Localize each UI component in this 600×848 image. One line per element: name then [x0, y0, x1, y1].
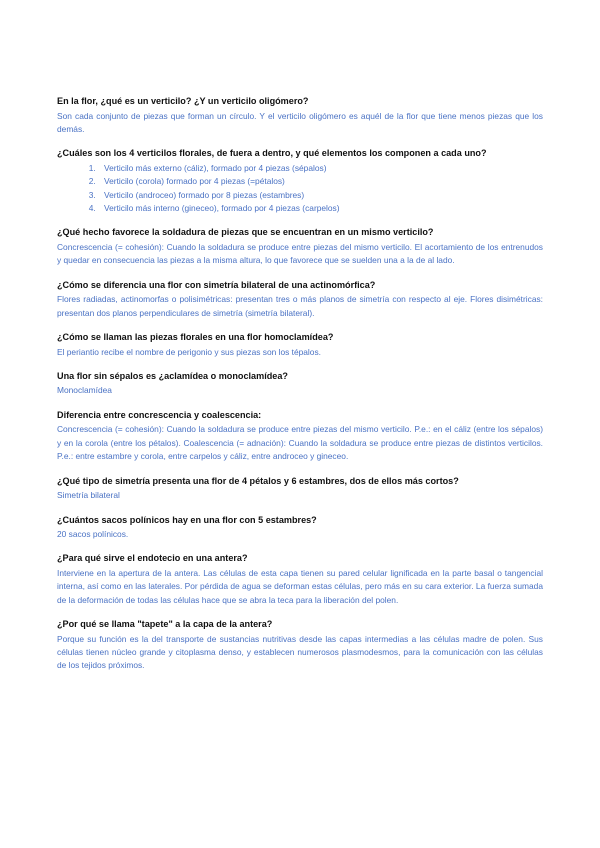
answer-text: 20 sacos polínicos.	[57, 529, 129, 539]
answer-list	[57, 162, 543, 216]
question-text: ¿Cuántos sacos polínicos hay en una flor con 5 estambres?	[57, 514, 317, 525]
question-text: ¿Para qué sirve el endotecio en una antera?	[57, 553, 248, 564]
qa-block-9	[57, 514, 543, 542]
qa-block-10	[57, 552, 543, 607]
question-text: ¿Cómo se llaman las piezas florales en una flor homoclamídea?	[57, 332, 334, 343]
answer-list-item: 4. Verticilo más interno (gineceo), formado por 4 piezas (carpelos)	[98, 202, 543, 215]
qa-block-7	[57, 409, 543, 464]
answer-text: Simetría bilateral	[57, 490, 120, 501]
qa-block-4	[57, 279, 543, 320]
question-text: ¿Qué tipo de simetría presenta una flor de 4 pétalos y 6 estambres, dos de ellos más cortos?	[57, 475, 459, 486]
answer-text: El periantio recibe el nombre de perigonio y sus piezas son los tépalos.	[57, 346, 321, 357]
qa-block-11	[57, 618, 543, 673]
answer-text: Concrescencia (= cohesión): Cuando la soldadura se produce entre piezas del mismo verticilo. El acortamiento de los entrenudos y quedar en consecuencia las piezas a la misma altura, lo que favorece que se suelden una a la de al lado.	[57, 241, 543, 266]
answer-text: Monoclamídea	[57, 385, 112, 396]
answer-text: Porque su función es la del transporte de sustancias nutritivas desde las capas intermedias a las células madre de polen. Sus células tienen núcleo grande y citoplasma denso, y establecen numerosos plasmodesmos, para la comunicación con las células de los tejidos próximos.	[57, 633, 543, 671]
question-text: Una flor sin sépalos es ¿aclamídea o monoclamídea?	[57, 370, 288, 381]
question-text: ¿Qué hecho favorece la soldadura de piezas que se encuentran en un mismo verticilo?	[57, 227, 434, 238]
answer-list-item: 2. Verticilo (corola) formado por 4 piezas (=pétalos)	[98, 175, 543, 188]
qa-block-5	[57, 331, 543, 359]
question-text: Diferencia entre concrescencia y coalescencia:	[57, 409, 262, 420]
question-text: ¿Por qué se llama "tapete" a la capa de la antera?	[57, 619, 273, 630]
question-text: En la flor, ¿qué es un verticilo? ¿Y un verticilo oligómero?	[57, 96, 309, 106]
answer-list-item: 3. Verticilo (androceo) formado por 8 piezas (estambres)	[98, 189, 543, 202]
answer-text: Son cada conjunto de piezas que forman un círculo. Y el verticilo oligómero es aquél de la flor que tiene menos piezas que los demás.	[57, 110, 543, 134]
answer-text: Flores radiadas, actinomorfas o polisimétricas: presentan tres o más planos de simetría con respecto al eje. Flores disimétricas: presentan dos planos perpendiculares de simetría (simetría bilateral).	[57, 294, 543, 318]
qa-block-2	[57, 147, 543, 215]
question-text: ¿Cómo se diferencia una flor con simetría bilateral de una actinomórfica?	[57, 279, 376, 290]
question-text: ¿Cuáles son los 4 verticilos florales, de fuera a dentro, y qué elementos los componen a cada uno?	[57, 148, 487, 159]
answer-text: Interviene en la apertura de la antera. Las células de esta capa tienen su pared celular lignificada en la parte basal o tangencial interna, así como en las laterales. Por pérdida de agua se deforman estas células, pero más en su cara exterior. La fuerza sumada de la deformación de todas las células hace que se abra la teca para la liberación del polen.	[57, 567, 543, 605]
qa-block-1	[57, 95, 543, 136]
qa-block-6	[57, 370, 543, 398]
answer-text: Concrescencia (= cohesión): Cuando la soldadura se produce entre piezas del mismo verticilo. P.e.: en el cáliz (entre los sépalos) y en la corola (entre los pétalos). Coalescencia (= adnación): Cuando la soldadura se produce entre piezas de distintos verticilos. P.e.: entre estambre y corola, entre carpelos y cáliz, entre androceo y gineceo.	[57, 424, 543, 462]
qa-block-8	[57, 475, 543, 503]
qa-block-3	[57, 226, 543, 267]
answer-list-item: 1. Verticilo más externo (cáliz), formado por 4 piezas (sépalos)	[98, 162, 543, 175]
